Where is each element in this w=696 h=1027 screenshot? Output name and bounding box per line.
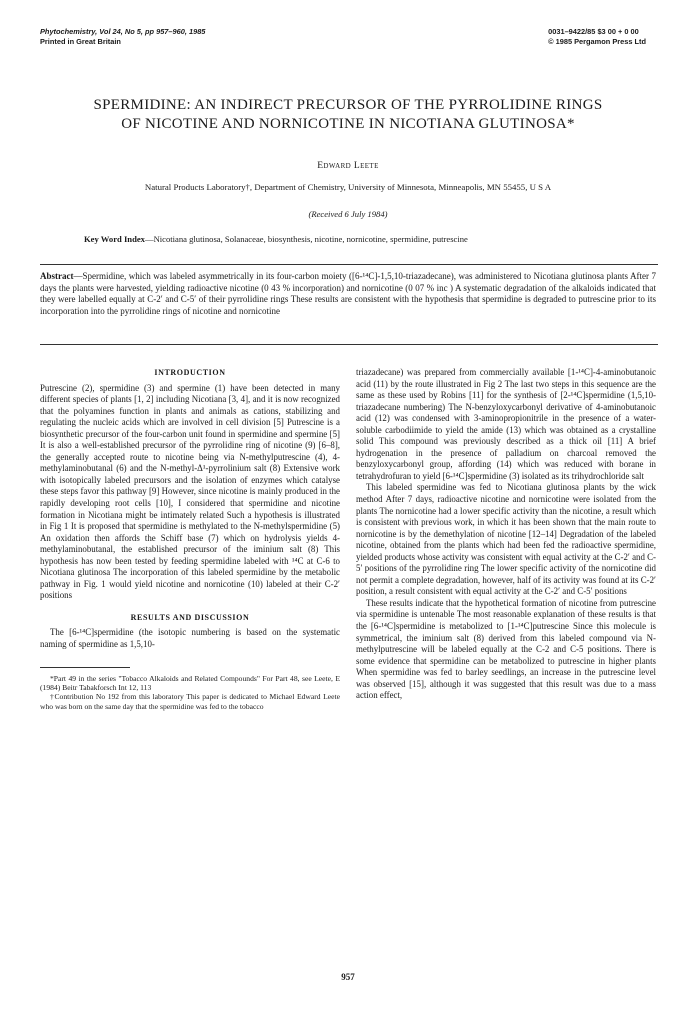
title-line-2: OF NICOTINE AND NORNICOTINE IN NICOTIANA GLUTINOSA* <box>121 116 575 132</box>
abstract-label: Abstract <box>40 271 74 281</box>
copyright: © 1985 Pergamon Press Ltd <box>548 36 646 46</box>
abstract-bottom-rule <box>40 344 658 345</box>
keyword-label: Key Word Index <box>84 234 145 244</box>
introduction-paragraph: Putrescine (2), spermidine (3) and spermine (1) have been detected in many different species of plants [1, 2] including Nicotiana [3, 4], and it is now recognized that the polyamines function in plants and animals as cations, stabilizing and regulating the nucleic acids which are involved in cell division [5] Putrescine is a biosynthetic precursor of the four-carbon unit found in spermidine and spermine [5] It is also a well-established precursor of the pyrrolidine ring of nicotine (9) [6–8], the generally accepted route to nicotine being via N-methylputrescine (4), 4-methylaminobutanal (6) and the N-methyl-Δ¹-pyrrolinium salt (8) Extensive work with isotopically labeled precursors and the isolation of enzymes which catalyse these steps favor this pathway [9] However, since nicotine is mainly produced in the rapidly developing root cells [10], I considered that spermidine and nicotine formation in Nicotiana might be intimately related Such a hypothesis is illustrated in Fig 1 It is proposed that spermidine is methylated to the N-methylspermidine (5) An oxidation then affords the Schiff base (7) which on hydrolysis yields 4-methylaminobutanal, the established precursor of the iminium salt (8) This hypothesis has now been tested by feeding spermidine labeled with ¹⁴C at C-6 to Nicotiana glutinosa The incorporation of this labeled spermidine by the metabolic pathway in Fig. 1 would yield nicotine and nornicotine (10) labeled at their C-2′ positions <box>40 382 340 601</box>
issn-code: 0031–9422/85 $3 00 + 0 00 <box>548 27 639 36</box>
received-date: (Received 6 July 1984) <box>308 209 388 219</box>
right-paragraph-2: This labeled spermidine was fed to Nicotiana glutinosa plants by the wick method After 7 days, radioactive nicotine and nornicotine were isolated from the plants The nornicotine had a lower specific activity than the nicotine, a result which is consistent with previous work, in which it has been shown that the main route to nornicotine is by the demethylation of nicotine [12–14] Degradation of the labeled nicotine, obtained from the plants which had been fed the radioactive spermidine, yielded products whose activity was consistent with equal activity at the C-2′ and C-5′ positions of the pyrrolidine ring The lower specific activity of the nornicotine did not permit a complete degradation, however, half of its activity was found at its C-2′ position, a result consistent with equal activity at the C-2′ and C-5′ positions <box>356 482 656 597</box>
left-column <box>40 367 340 711</box>
paper-title <box>40 96 656 134</box>
keyword-text: —Nicotiana glutinosa, Solanaceae, biosynthesis, nicotine, nornicotine, spermidine, putrescine <box>144 234 468 244</box>
footnote-1: *Part 49 in the series "Tobacco Alkaloids and Related Compounds" For Part 48, see Leete, E (1984) Beitr Tabakforsch Int 12, 113 <box>40 673 340 692</box>
footnote-2: †Contribution No 192 from this laboratory This paper is dedicated to Michael Edward Leete who was born on the same day that the spermidine was fed to the tobacco <box>40 692 340 711</box>
running-header-right <box>548 27 646 46</box>
page-number: 957 <box>341 972 355 982</box>
abstract-text: —Spermidine, which was labeled asymmetrically in its four-carbon moiety ([6-¹⁴C]-1,5,10-triazadecane), was administered to Nicotiana glutinosa plants After 7 days the plants were harvested, yielding radioactive nicotine (0 43 % incorporation) and nornicotine (0 07 % inc ) A systematic degradation of the alkaloids indicated that they were labelled equally at C-2′ and C-5′ of their pyrrolidine rings These results are consistent with the hypothesis that spermidine is degraded to putrescine prior to its incorporation into the pyrrolidine rings of nicotine and nornicotine <box>40 271 656 316</box>
affiliation: Natural Products Laboratory†, Department of Chemistry, University of Minnesota, Minneapolis, MN 55455, U S A <box>144 182 552 192</box>
abstract-top-rule <box>40 264 658 265</box>
results-heading: RESULTS AND DISCUSSION <box>130 612 250 622</box>
title-line-1: SPERMIDINE: AN INDIRECT PRECURSOR OF THE PYRROLIDINE RINGS <box>93 97 603 113</box>
abstract <box>40 271 656 317</box>
introduction-heading: INTRODUCTION <box>154 368 226 377</box>
results-paragraph: The [6-¹⁴C]spermidine (the isotopic numbering is based on the systematic naming of spermidine as 1,5,10- <box>40 627 340 650</box>
keyword-index <box>84 234 644 244</box>
journal-citation: Phytochemistry, Vol 24, No 5, pp 957–960, 1985 <box>40 27 206 36</box>
right-column <box>356 367 656 702</box>
footnote-rule <box>40 667 130 668</box>
running-header-left <box>40 27 205 46</box>
footnotes <box>40 674 340 712</box>
right-paragraph-3: These results indicate that the hypothetical formation of nicotine from putrescine via spermidine is untenable The most reasonable explanation of these results is that the [6-¹⁴C]spermidine is metabolized to [1-¹⁴C]putrescine Since this molecule is symmetrical, the iminium salt (8) derived from this labeled compound via N-methylputrescine will be labeled equally at the C-2 and C-5 positions. There is some evidence that spermidine can be metabolized to putrescine in higher plants When spermidine was fed to barley seedlings, an increase in the putrescine level was observed [15], although it was suggested that this result was due to a mass action effect, <box>356 597 656 701</box>
author: Edward Leete <box>317 161 379 171</box>
printed-in: Printed in Great Britain <box>40 36 121 46</box>
right-paragraph-1: triazadecane) was prepared from commercially available [1-¹⁴C]-4-aminobutanoic acid (11) by the route illustrated in Fig 2 The last two steps in this sequence are the same as these used by Robins [11] for the synthesis of [2-¹⁴C]spermidine (1,5,10-triazadecane numbering) The N-benzyloxycarbonyl derivative of 4-aminobutanoic acid (12) was condensed with 3-aminopropionitrile in the presence of a water-soluble carbodiimide to yield the amide (13) which was obtained as a crystalline solid This compound was previously described as a thick oil [11] A brief hydrogenation in the presence of palladium on charcoal removed the benzyloxycarbonyl group, affording (14) which was reduced with borane in tetrahydrofuran to yield [6-¹⁴C]spermidine (3) isolated as its trihydrochloride salt <box>356 367 656 481</box>
